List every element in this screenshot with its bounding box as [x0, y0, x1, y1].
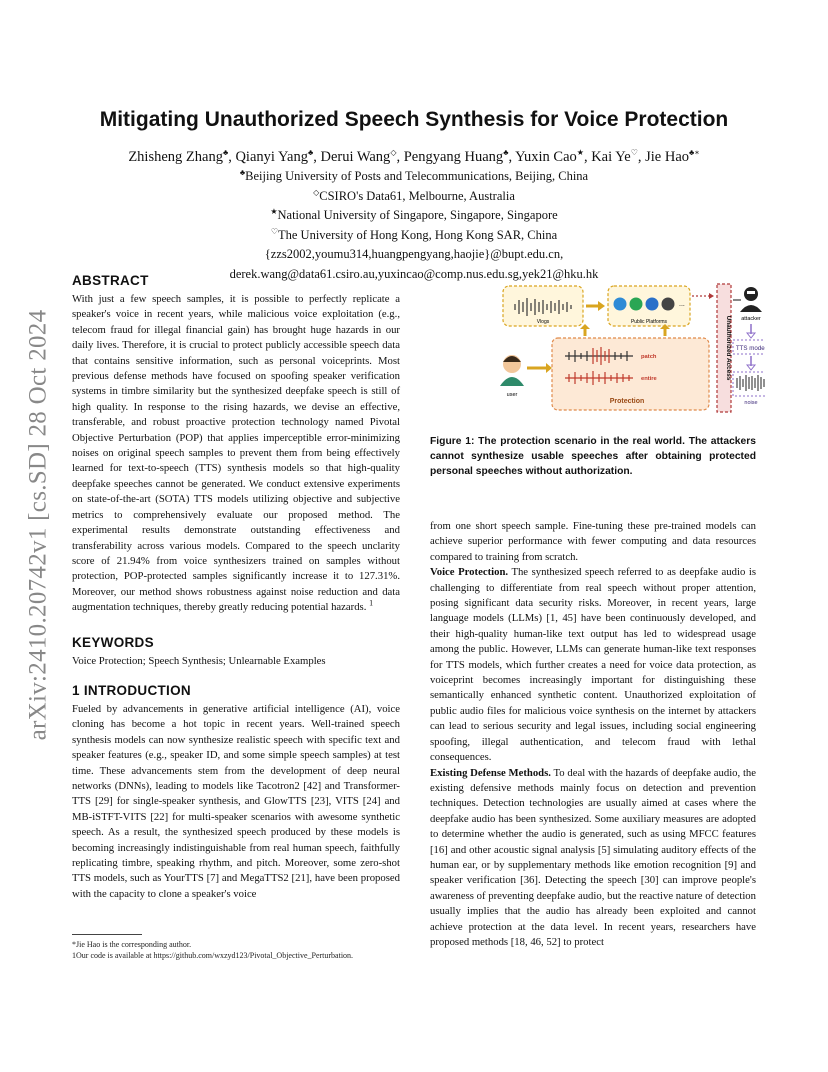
protection-label: Protection — [609, 398, 645, 405]
user-label: user — [506, 392, 518, 398]
figure-1 — [465, 280, 765, 420]
platforms-label: Public Platforms — [630, 319, 668, 325]
affiliation: ♡The University of Hong Kong, Hong Kong SAR, China — [270, 226, 558, 242]
arrowhead-icon — [598, 301, 605, 311]
affiliation: ♣Beijing University of Posts and Telecommunications, Beijing, China — [239, 167, 589, 183]
footnotes — [72, 934, 400, 961]
attacker-icon — [740, 287, 762, 312]
tts-label: TTS model — [735, 345, 765, 352]
intro-continued: from one short speech sample. Fine-tuning these pre-trained models can achieve superior performance with fewer computing and data resources compared to training from scratch. — [430, 520, 756, 563]
ellipsis-icon: ... — [679, 301, 685, 308]
protection-scenario-diagram — [465, 280, 765, 420]
author: Kai Ye♡ — [591, 148, 638, 165]
arxiv-identifier-sidebar — [18, 290, 58, 760]
introduction-text: Fueled by advancements in generative artificial intelligence (AI), voice cloning has become a hot topic in recent years. Well-trained speech synthesis models can now synthesize realistic speech with specific text and speaker features (e.g., speaker ID, and some simple speech samples) at test time. These advancements stem from the development of deep neural networks (DNNs), leading to models like Tacotron2 [42] and Transformer-TTS [29] for single-speaker synthesis, and GlowTTS [23], VITS [24] and MB-iSTFT-VITS [22] for multi-speaker scenarios with awesome synthetic speech. As a result, the synthesized speech produced by these models is becoming increasingly indistinguishable from real human speech, faithfully replicating timbre, speaking rhythm, and pitch. Moreover, some zero-shot TTS models, such as YourTTS [7] and MegaTTS2 [21], have been proposed with the capacity to clone a speaker's voice — [72, 702, 400, 900]
author: Pengyang Huang♣ — [403, 148, 509, 165]
platform-icon — [646, 298, 659, 311]
attacker-label: attacker — [741, 316, 761, 322]
footnote: 1Our code is available at https://github.com/wxzyd123/Pivotal_Objective_Perturbation. — [72, 951, 354, 960]
footnote-divider — [72, 934, 142, 935]
voice-protection-heading: Voice Protection. — [430, 566, 509, 579]
keywords-heading: KEYWORDS — [72, 634, 154, 650]
arrowhead-icon — [709, 293, 714, 299]
user-icon — [500, 355, 524, 386]
author: Jie Hao♣∗ — [645, 148, 700, 165]
left-column — [72, 273, 400, 902]
author: Zhisheng Zhang♣ — [128, 148, 229, 165]
affiliation-block — [60, 167, 768, 285]
existing-defense-paragraph: Existing Defense Methods. To deal with the hazards of deepfake audio, the existing defensive methods mainly focus on detection and prevention techniques. Detection technologies are usually aimed at cases where the deepfake audio has been synthesized. Some auxiliary measures are adopted to determine whether the audio is generated, such as using MFCC features [16] and other acoustic signal analysis [5] simulating auditory effects of the human ear, or by supplementary methods like emotion recognition [9] and speaker verification [36]. Detecting the speech [30] can improve people's awareness of preventing deepfake audio, but the reactive nature of detection usually implies that the audio has already been exploited and cannot achieve protection at the data level. In recent years, researchers have proposed methods [18, 46, 52] to protect — [430, 766, 756, 948]
voice-protection-paragraph: Voice Protection. The synthesized speech referred to as deepfake audio is challenging to differentiate from real speech without proper attention, posing significant data security risks. Moreover, in recent years, large language models (LLMs) [1, 45] have been continuously developed, and their high-quality human-like text output has led to widespread usage among the public. However, LLMs can generate human-like text responses for TTS models, which further creates a need for voice data protection, as voiceprint becomes increasingly important for distinguishing these semantically enhanced synthetic content. Unauthorized exploitation of public audio files for malicious voice synthesis on the internet by attackers can lead to serious security and legal issues, including social engineering spoofing, illegal authentication, and telecom fraud with lethal consequences. — [430, 566, 756, 764]
existing-defense-heading: Existing Defense Methods. — [430, 766, 551, 779]
author: Derui Wang◇ — [320, 148, 397, 165]
platform-icon — [614, 298, 627, 311]
vlogs-label: Vlogs — [536, 319, 550, 325]
arrowhead-icon — [546, 363, 552, 373]
abstract-text: With just a few speech samples, it is possible to perfectly replicate a speaker's voice in recent years, while malicious voice exploitation (e.g., telecom fraud for illegal financial gain) has brought huge hazards in our daily lives. Therefore, it is crucial to protect publicly accessible speech data that contains sensitive information, such as personal voiceprints. Most previous defense methods have focused on spoofing speaker verification systems in timbre similarity but the synthesized deepfake speech is still of high quality. In response to the rising hazards, we devise an effective, transferable, and robust proactive protection technology named Pivotal Objective Perturbation (POP) that applies imperceptible error-minimizing noises on original speech samples to prevent them from being effectively learned for text-to-speech (TTS) synthesis models so that high-quality deepfake speeches cannot be generated. We conduct extensive experiments on state-of-the-art (SOTA) TTS models utilizing objective and subjective metrics to comprehensively evaluate our proposed method. The experimental results demonstrate outstanding effectiveness and transferability across various models. Compared to the speech unclarity score of 21.94% from voice synthesizers trained on samples without protection, POP-protected samples significantly increase it to 127.31%. Moreover, our method shows robustness against noise reduction and data augmentation techniques, thereby greatly reducing potential hazards. $^1$ — [72, 293, 400, 614]
unauthorized-label: Unauthorized Access — [725, 315, 732, 381]
affiliation: ◇CSIRO's Data61, Melbourne, Australia — [313, 187, 515, 203]
arrowhead-icon — [580, 324, 590, 329]
noise-label: noise — [744, 400, 758, 406]
arxiv-identifier: arXiv:2410.20742v1 [cs.SD] 28 Oct 2024 — [24, 309, 52, 741]
right-column — [430, 280, 765, 950]
author: Qianyi Yang♣ — [235, 148, 314, 165]
abstract-heading: ABSTRACT — [72, 273, 149, 288]
platform-icon — [662, 298, 675, 311]
paper-title: Mitigating Unauthorized Speech Synthesis for Voice Protection — [99, 108, 729, 131]
patch-label: patch — [641, 354, 657, 360]
entire-label: entire — [641, 376, 657, 382]
author-list: Zhisheng Zhang♣, Qianyi Yang♣, Derui Wang◇, Pengyang Huang♣, Yuxin Cao★, Kai Ye♡, Jie Hao♣∗ — [128, 148, 700, 165]
introduction-heading: 1 INTRODUCTION — [72, 682, 191, 698]
figure-caption: Figure 1: The protection scenario in the real world. The attackers cannot synthesize usable speeches after obtaining protected personal speeches without authorization. — [430, 436, 756, 477]
platform-icon — [630, 298, 643, 311]
affiliation: ★National University of Singapore, Singapore, Singapore — [270, 207, 558, 223]
author: Yuxin Cao★ — [515, 148, 584, 165]
email-line: derek.wang@data61.csiro.au,yuxincao@comp.nus.edu.sg,yek21@hku.hk — [229, 266, 599, 281]
keywords-text: Voice Protection; Speech Synthesis; Unlearnable Examples — [72, 654, 326, 667]
footnote: *Jie Hao is the corresponding author. — [72, 940, 192, 949]
email-line: {zzs2002,youmu314,huangpengyang,haojie}@bupt.edu.cn, — [264, 247, 564, 262]
